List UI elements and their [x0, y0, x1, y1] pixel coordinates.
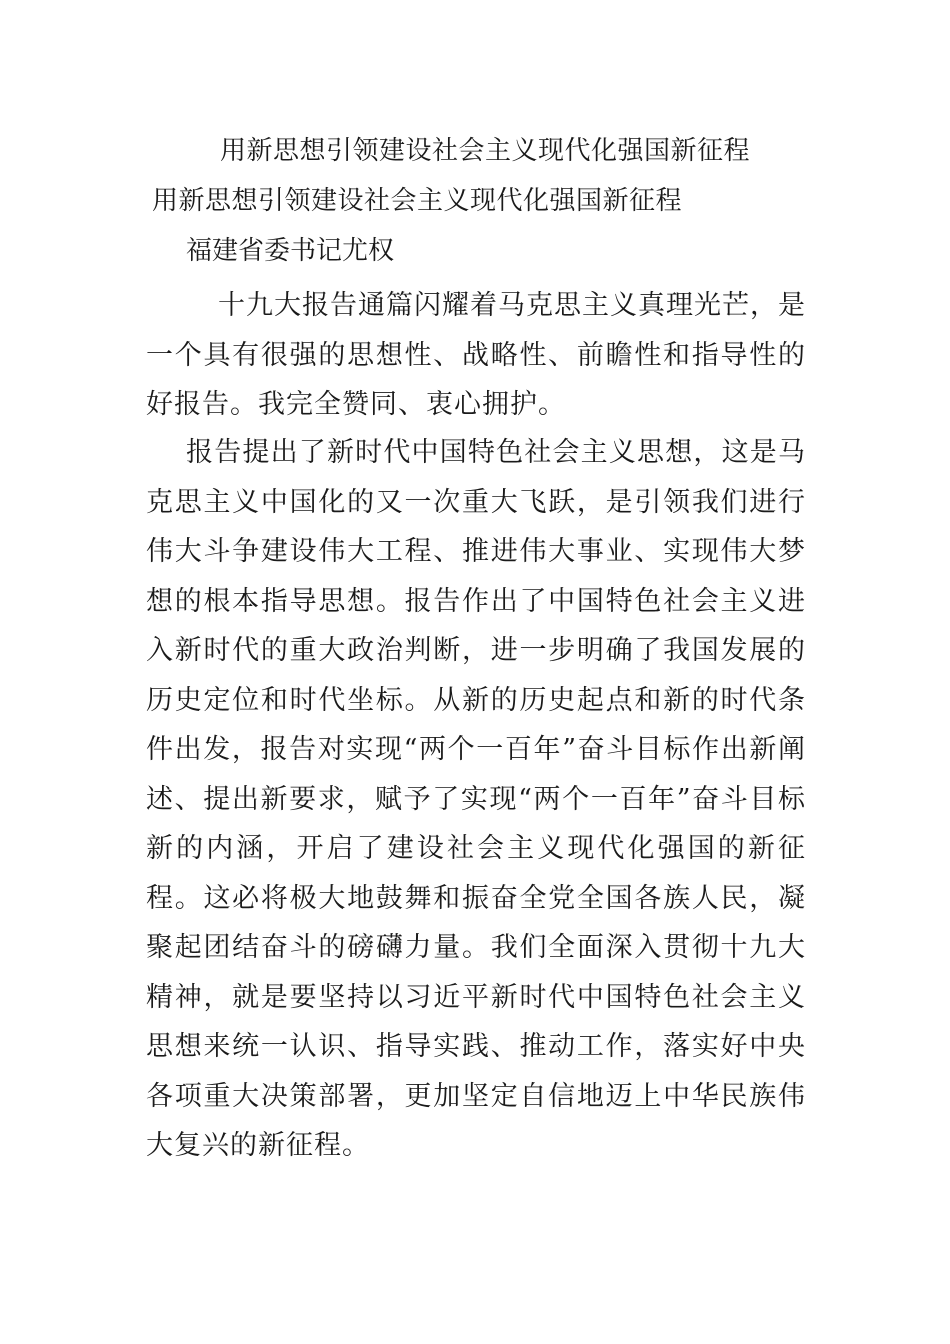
paragraph-2: 报告提出了新时代中国特色社会主义思想，这是马克思主义中国化的又一次重大飞跃，是引领我们进行伟大斗争建设伟大工程、推进伟大事业、实现伟大梦想的根本指导思想。报告作出了中国特色社会主义进入新时代的重大政治判断，进一步明确了我国发展的历史定位和时代坐标。从新的历史起点和新的时代条件出发，报告对实现“两个一百年”奋斗目标作出新阐述、提出新要求，赋予了实现“两个一百年”奋斗目标新的内涵，开启了建设社会主义现代化强国的新征程。这必将极大地鼓舞和振奋全党全国各族人民，凝聚起团结奋斗的磅礴力量。我们全面深入贯彻十九大精神，就是要坚持以习近平新时代中国特色社会主义思想来统一认识、指导实践、推动工作，落实好中央各项重大决策部署，更加坚定自信地迈上中华民族伟大复兴的新征程。 — [146, 437, 806, 1161]
document-subtitle: 用新思想引领建设社会主义现代化强国新征程 — [152, 186, 683, 216]
document-title: 用新思想引领建设社会主义现代化强国新征程 — [220, 136, 751, 166]
author-line: 福建省委书记尤权 — [186, 236, 395, 266]
paragraph-1: 十九大报告通篇闪耀着马克思主义真理光芒，是一个具有很强的思想性、战略性、前瞻性和指导性的好报告。我完全赞同、衷心拥护。 — [146, 290, 806, 420]
